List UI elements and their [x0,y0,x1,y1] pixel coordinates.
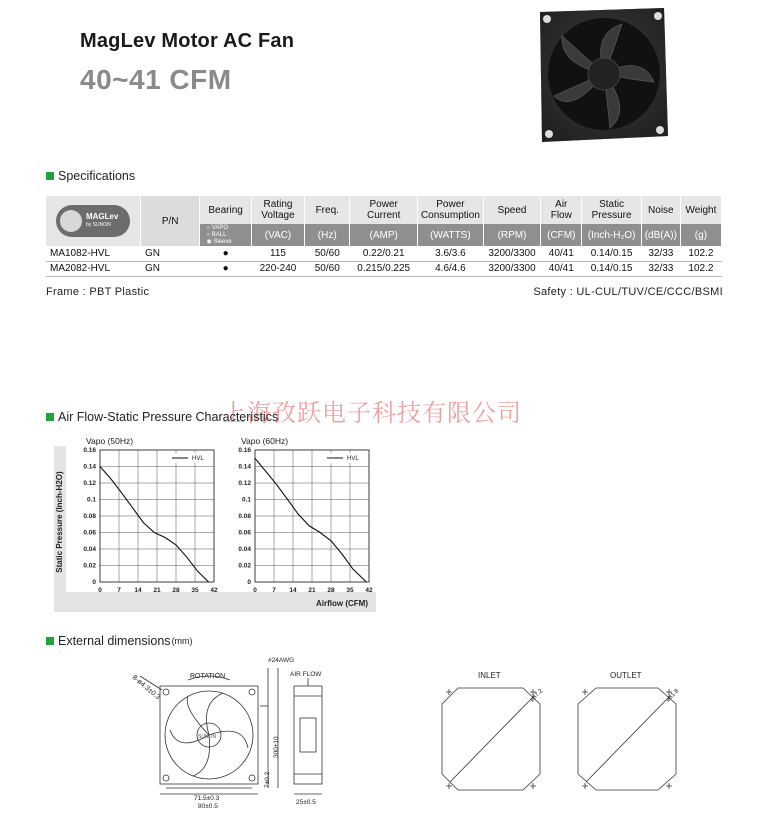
unit-speed: (RPM) [483,224,540,246]
maglev-logo: MAGLev by SUNON [46,196,140,246]
legend-label: HVL [192,456,204,462]
current-cell: 0.215/0.225 [350,261,418,276]
dimensions-label: External dimensions [58,634,171,648]
airflow-cell: 40/41 [541,246,582,261]
unit-pressure: (Inch-H₂O) [582,224,642,246]
series-line-hvl [100,467,209,583]
x-tick-label: 35 [191,587,199,594]
pressure-cell: 0.14/0.15 [582,261,642,276]
company-watermark: 上海孜跃电子科技有限公司 [222,399,522,427]
inlet-dia-label: ø87.2 [529,688,545,704]
y-tick-label: 0.06 [83,529,96,537]
fan-product-image [532,4,672,146]
inlet-label: INLET [478,671,501,680]
x-tick-label: 14 [134,587,142,594]
col-airflow: Air Flow [541,196,582,224]
unit-voltage: (VAC) [251,224,304,246]
frame-note: Frame : PBT Plastic [46,286,150,298]
x-tick-label: 42 [365,587,373,594]
lead-label: 300±10 [273,736,280,758]
table-row [46,261,722,276]
specifications-table [46,196,722,277]
dimensions-heading [46,634,193,648]
y-tick-label: 0.14 [238,463,251,471]
model-cell: MA1082-HVL [46,246,140,261]
product-subtitle: 40~41 CFM [80,64,232,95]
bearing-options: ○ VAPO ○ BALL ◉ Sleeve [200,224,251,246]
y-tick-label: 0.16 [238,447,251,454]
y-tick-label: 0 [247,579,251,586]
airflow-label: AIR FLOW [290,671,322,678]
voltage-cell: 115 [251,246,304,261]
y-tick-label: 0.06 [238,529,251,537]
freq-cell: 50/60 [305,246,350,261]
y-tick-label: 0.1 [86,496,96,504]
bearing-cell: ● [200,261,251,276]
noise-cell: 32/33 [641,246,680,261]
col-freq: Freq. [305,196,350,224]
safety-note: Safety : UL-CUL/TUV/CE/CCC/BSMI [533,286,723,298]
col-speed: Speed [483,196,540,224]
external-dimensions-drawing [128,648,718,814]
col-pn: P/N [140,196,200,246]
outlet-dia-label: ø81.8 [665,688,681,704]
pressure-cell: 0.14/0.15 [582,246,642,261]
specifications-heading [46,169,135,183]
y-tick-label: 0.16 [83,447,96,454]
col-noise: Noise [641,196,680,224]
series-line-hvl [255,458,366,582]
y-tick-label: 0.12 [83,480,96,487]
y-tick-label: 0.04 [238,546,251,553]
unit-freq: (Hz) [305,224,350,246]
x-tick-label: 42 [210,587,218,594]
unit-current: (AMP) [350,224,418,246]
table-row [46,246,722,261]
y-tick-label: 0.08 [83,513,96,520]
chart-section-label: Air Flow-Static Pressure Characteristics [58,410,279,424]
pn-cell: GN [140,246,200,261]
col-bearing: Bearing [200,196,251,224]
y-axis-label: Static Pressure (Inch-H2O) [55,471,64,573]
width-label: 80±0.5 [198,803,218,810]
model-cell: MA2082-HVL [46,261,140,276]
legend-label: HVL [347,456,359,462]
unit-airflow: (CFM) [541,224,582,246]
holes-label: 8-ø4.3±0.3 [130,674,162,702]
y-tick-label: 0.1 [241,496,251,504]
unit-power: (WATTS) [418,224,484,246]
y-tick-label: 0.12 [238,480,251,487]
sunon-label: SUNON [198,734,217,740]
x-tick-label: 7 [272,587,276,594]
pn-cell: GN [140,261,200,276]
unit-weight: (g) [680,224,721,246]
inlet-view [442,688,540,790]
side-view [294,678,322,794]
y-tick-label: 0.02 [83,562,96,570]
x-axis-label: Airflow (CFM) [316,599,368,608]
weight-cell: 102.2 [680,246,721,261]
speed-cell: 3200/3300 [483,246,540,261]
side-label: 7±0.2 [264,771,271,788]
col-weight: Weight [680,196,721,224]
freq-cell: 50/60 [305,261,350,276]
specifications-label: Specifications [58,169,136,183]
section-marker [46,172,54,180]
hole-pitch-label: 71.5±0.3 [194,795,220,802]
bearing-cell: ● [200,246,251,261]
speed-cell: 3200/3300 [483,261,540,276]
current-cell: 0.22/0.21 [350,246,418,261]
x-tick-label: 28 [327,587,335,594]
y-tick-label: 0.02 [238,562,251,570]
col-power: Power Consumption [418,196,484,224]
x-tick-label: 21 [308,587,316,594]
x-tick-label: 35 [346,587,354,594]
airflow-pressure-charts [50,432,376,612]
y-tick-label: 0 [92,579,96,586]
unit-noise: (dB(A)) [641,224,680,246]
chart-title: Vapo (50Hz) [86,436,134,446]
x-tick-label: 21 [153,587,161,594]
thickness-label: 25±0.5 [296,799,316,806]
rotation-label: ROTATION [190,673,226,680]
col-voltage: Rating Voltage [251,196,304,224]
product-title: MagLev Motor AC Fan [80,30,295,52]
y-tick-label: 0.14 [83,463,96,471]
col-current: Power Current [350,196,418,224]
outlet-label: OUTLET [610,671,642,680]
y-tick-label: 0.04 [83,546,96,553]
x-tick-label: 0 [253,587,257,594]
col-pressure: Static Pressure [582,196,642,224]
chart-heading [46,410,278,424]
section-marker [46,637,54,645]
x-tick-label: 0 [98,587,102,594]
airflow-cell: 40/41 [541,261,582,276]
noise-cell: 32/33 [641,261,680,276]
y-tick-label: 0.08 [238,513,251,520]
wire-label: #24AWG [268,657,295,664]
x-tick-label: 28 [172,587,180,594]
dimensions-unit: (mm) [171,636,193,646]
weight-cell: 102.2 [680,261,721,276]
x-tick-label: 7 [117,587,121,594]
voltage-cell: 220-240 [251,261,304,276]
outlet-view [578,688,676,790]
power-cell: 4.6/4.6 [418,261,484,276]
chart-title: Vapo (60Hz) [241,436,289,446]
section-marker [46,413,54,421]
x-tick-label: 14 [289,587,297,594]
power-cell: 3.6/3.6 [418,246,484,261]
